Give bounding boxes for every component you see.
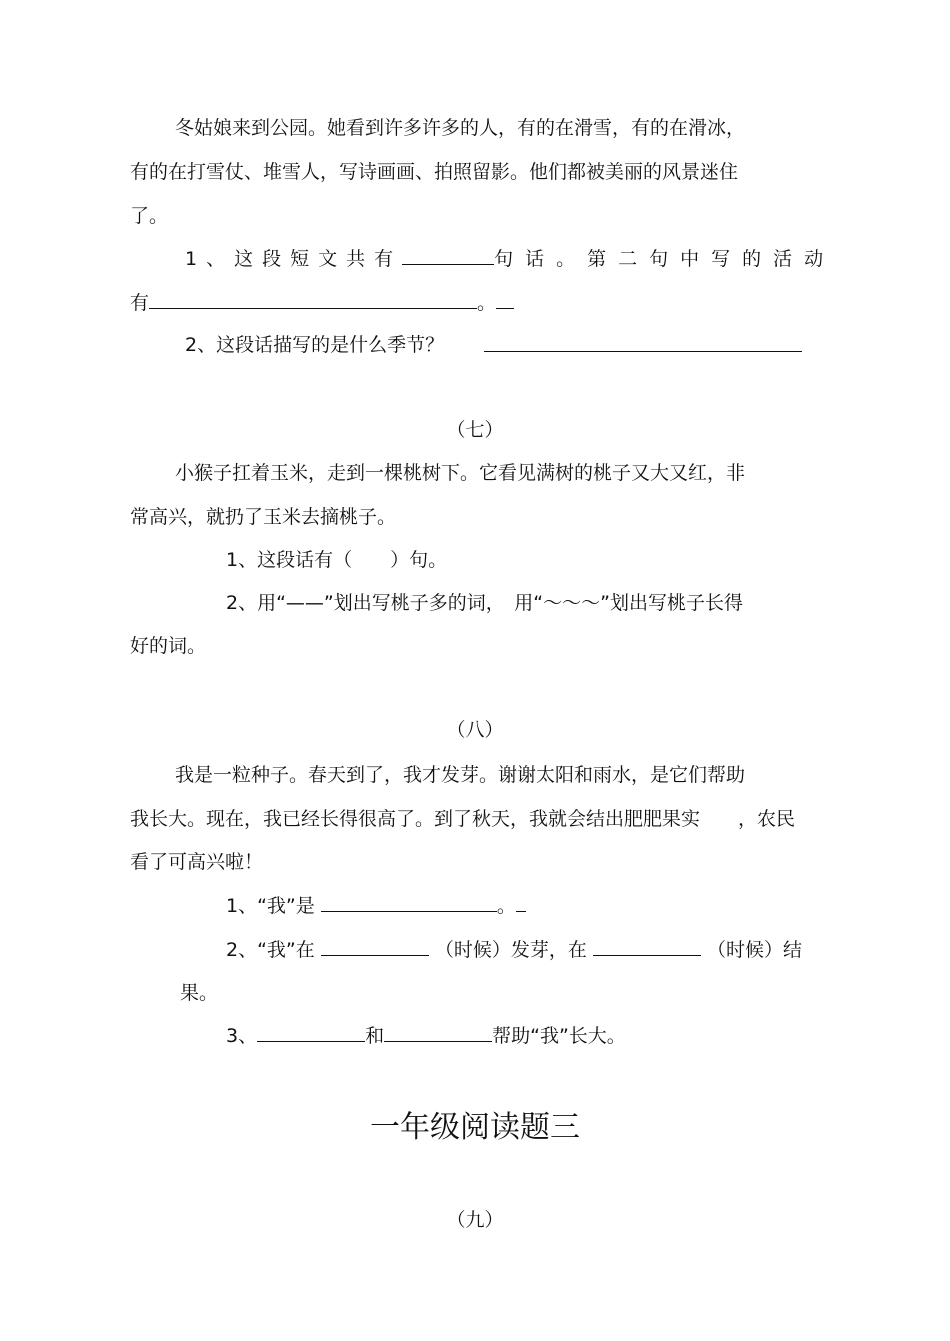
question-7-1: 1、这段话有（ ）句。 [226,549,448,571]
question-6-2 [185,333,444,357]
question-8-3-text-c: 帮助“我”长大。 [492,1025,626,1047]
question-8-2-cont: 果。 [180,982,219,1004]
question-8-1-text-b: 。 [496,895,516,917]
question-6-1-text: 1、这段短文共有 [185,248,403,270]
answer-blank[interactable] [384,1023,492,1042]
question-8-3-text: 3、 [226,1025,258,1047]
passage-7-line-1: 小猴子扛着玉米，走到一棵桃树下。它看见满树的桃子又大又红，非 [175,462,746,484]
question-8-3 [226,1023,626,1048]
question-6-1-text-c: 有 [130,292,150,314]
page-heading: 一年级阅读题三 [370,1110,580,1145]
passage-8-line-1: 我是一粒种子。春天到了，我才发芽。谢谢太阳和雨水，是它们帮助 [175,764,746,786]
answer-blank-tail [516,893,526,912]
answer-blank[interactable] [484,333,802,352]
passage-7-line-2: 常高兴，就扔了玉米去摘桃子。 [130,506,397,528]
section-7-title: （七） [446,419,504,441]
passage-6-line-2: 有的在打雪仗、堆雪人，写诗画画、拍照留影。他们都被美丽的风景迷住 [130,161,739,183]
answer-blank[interactable] [321,937,429,956]
question-8-3-text-b: 和 [365,1025,385,1047]
question-8-1-text: 1、“我”是 [226,895,315,917]
question-6-1-cont [130,290,514,315]
question-8-2-text: 2、“我”在 [226,939,315,961]
section-9-title: （九） [446,1209,504,1231]
question-8-2 [226,937,802,962]
passage-6-line-1: 冬姑娘来到公园。她看到许多许多的人，有的在滑雪，有的在滑冰， [175,117,746,139]
question-6-1-text-d: 。 [477,292,497,314]
answer-blank[interactable] [402,246,494,265]
question-8-2-text-b: （时候）发芽，在 [434,939,587,961]
answer-blank[interactable] [593,937,701,956]
question-8-2-text-c: （时候）结 [706,939,802,961]
question-7-2: 2、用“——”划出写桃子多的词， 用“～～～”划出写桃子长得 [226,592,743,614]
answer-blank[interactable] [321,893,497,912]
passage-6-line-3: 了。 [130,205,169,227]
question-6-2-text: 2、这段话描写的是什么季节？ [185,334,445,356]
section-8-title: （八） [446,719,504,741]
answer-blank-tail [496,290,514,309]
passage-8-line-2: 我长大。现在，我已经长得很高了。到了秋天，我就会结出肥肥果实 ，农民 [130,808,796,830]
question-6-1-text-b: 句话。第二句中写的活动 [494,248,836,270]
answer-blank[interactable] [149,290,477,309]
question-6-2-blank [484,333,802,358]
answer-blank[interactable] [257,1023,365,1042]
passage-8-line-3: 看了可高兴啦！ [130,851,264,873]
question-7-2-cont: 好的词。 [130,635,207,657]
question-8-1 [226,893,526,918]
question-6-1 [185,246,835,271]
